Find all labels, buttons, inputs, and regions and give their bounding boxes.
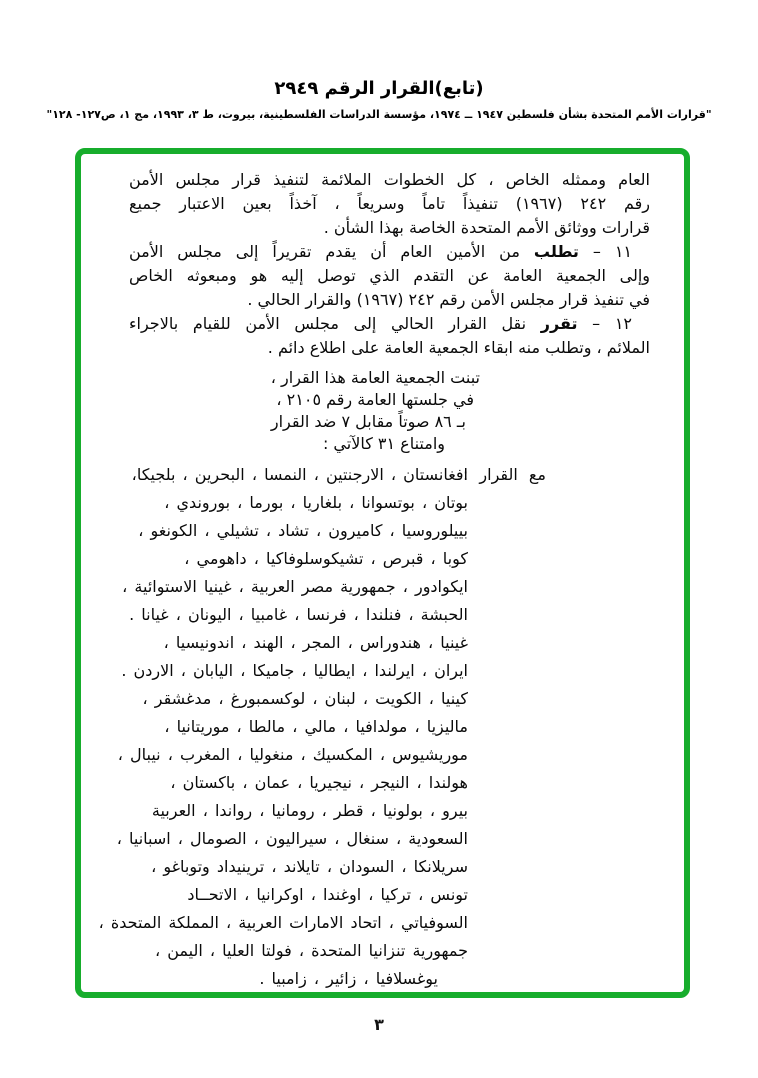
source-citation: "قرارات الأمم المتحدة بشأن فلسطين ١٩٤٧ ــ ١٩٧٤، مؤسسة الدراسات الفلسطينية، بيروت، ط ٣، ١٩٩٣، مج ١، ص١٢٧- ١٢٨" <box>46 108 712 121</box>
text-segment: في جلستها العامة رقم ٢١٠٥ ، <box>276 390 474 409</box>
text-segment: سريلانكا ، السودان ، تايلاند ، ترينيداد وتوباغو ، <box>151 857 468 876</box>
text-segment: ١٢ – <box>577 314 632 333</box>
text-segment: وإلى الجمعية العامة عن التقدم الذي توصل إليه هو ومبعوثه الخاص <box>129 266 650 285</box>
text-line <box>129 389 650 411</box>
text-line <box>129 545 468 573</box>
text-line <box>122 573 468 601</box>
text-segment: الملائم ، وتطلب منه ابقاء الجمعية العامة على اطلاع دائم . <box>267 338 650 357</box>
text-segment: غينيا ، هندوراس ، المجر ، الهند ، اندونيسيا ، <box>163 633 468 652</box>
text-line <box>129 629 468 657</box>
text-line <box>129 881 468 909</box>
text-line <box>129 192 650 216</box>
text-line <box>129 168 650 192</box>
resolution-content <box>98 168 651 992</box>
text-line <box>129 288 650 312</box>
text-segment: في تنفيذ قرار مجلس الأمن رقم ٢٤٢ (١٩٦٧) والقرار الحالي . <box>247 290 650 309</box>
text-line <box>129 601 468 629</box>
text-line <box>121 657 468 685</box>
text-segment: بييلوروسيا ، كاميرون ، تشاد ، تشيلي ، الكونغو ، <box>138 521 468 540</box>
text-line <box>129 411 650 433</box>
text-line <box>129 769 468 797</box>
decision-border-box <box>75 148 690 998</box>
text-line <box>129 517 468 545</box>
text-segment: ايران ، ايرلندا ، ايطاليا ، جاميكا ، اليابان ، الاردن . <box>121 661 468 680</box>
page-title: (تابع)القرار الرقم ٢٩٤٩ <box>274 78 484 99</box>
text-line <box>129 216 650 240</box>
text-segment: تونس ، تركيا ، اوغندا ، اوكرانيا ، الاتحــاد <box>187 885 468 904</box>
text-line <box>129 685 468 713</box>
text-line <box>129 713 468 741</box>
text-segment: السعودية ، سنغال ، سيراليون ، الصومال ، اسبانيا ، <box>116 829 468 848</box>
text-line <box>129 264 650 288</box>
text-segment: السوفياتي ، اتحاد الامارات العربية ، المملكة المتحدة ، <box>98 913 468 932</box>
text-segment: العام وممثله الخاص ، كل الخطوات الملائمة لتنفيذ قرار مجلس الأمن <box>129 170 650 189</box>
text-segment: جمهورية تنزانيا المتحدة ، فولتا العليا ، اليمن ، <box>154 941 468 960</box>
bold-keyword: تقرر <box>540 314 578 333</box>
text-line <box>129 965 468 993</box>
page-number: ٣ <box>374 1015 384 1034</box>
text-segment: الحبشة ، فنلندا ، فرنسا ، غامبيا ، اليونان ، غيانا . <box>129 605 468 624</box>
text-line <box>129 461 468 489</box>
text-line <box>129 367 650 389</box>
with-resolution-countries <box>98 461 468 993</box>
text-line <box>129 489 468 517</box>
text-segment: موريشيوس ، المكسيك ، منغوليا ، المغرب ، نيبال ، <box>117 745 468 764</box>
text-line <box>116 825 468 853</box>
text-segment: بوتان ، بوتسوانا ، بلغاريا ، بورما ، بوروندي ، <box>164 493 468 512</box>
text-segment: رقم ٢٤٢ (١٩٦٧) تنفيذاً تاماً وسريعاً ، آخذاً بعين الاعتبار جميع <box>129 194 651 213</box>
text-segment: افغانستان ، الارجنتين ، النمسا ، البحرين ، بلجيكا، <box>131 465 468 484</box>
vote-summary <box>129 367 650 455</box>
text-line <box>129 433 650 455</box>
text-line <box>129 312 650 336</box>
text-segment: بيرو ، بولونيا ، قطر ، رومانيا ، رواندا ، العربية <box>151 801 468 820</box>
text-segment: من الأمين العام أن يقدم تقريراً إلى مجلس الأمن <box>129 242 534 261</box>
text-segment: هولندا ، النيجر ، نيجيريا ، عمان ، باكستان ، <box>170 773 468 792</box>
text-segment: بـ ٨٦ صوتاً مقابل ٧ ضد القرار <box>270 412 466 431</box>
text-line <box>98 909 468 937</box>
text-segment: يوغسلافيا ، زائير ، زامبيا . <box>259 969 438 988</box>
text-line <box>129 853 468 881</box>
text-line <box>129 240 650 264</box>
text-line <box>129 797 468 825</box>
text-segment: وامتناع ٣١ كالآتي : <box>322 434 445 453</box>
text-segment: ماليزيا ، مولدافيا ، مالي ، مالطا ، موريتانيا ، <box>164 717 468 736</box>
text-line <box>129 937 468 965</box>
text-segment: ١١ – <box>578 242 632 261</box>
text-line <box>117 741 468 769</box>
text-segment: قرارات ووثائق الأمم المتحدة الخاصة بهذا الشأن . <box>323 218 650 237</box>
text-segment: كوبا ، قبرص ، تشيكوسلوفاكيا ، داهومي ، <box>184 549 468 568</box>
resolution-text <box>129 168 650 360</box>
text-line <box>129 336 650 360</box>
bold-keyword: تطلب <box>533 242 579 261</box>
text-segment: نقل القرار الحالي إلى مجلس الأمن للقيام بالاجراء <box>129 314 541 333</box>
with-resolution-label: مع القرار : <box>462 465 546 484</box>
text-segment: كينيا ، الكويت ، لبنان ، لوكسمبورغ ، مدغشقر ، <box>142 689 468 708</box>
text-segment: ايكوادور ، جمهورية مصر العربية ، غينيا الاستوائية ، <box>122 577 468 596</box>
with-resolution-list <box>98 461 546 993</box>
text-segment: تبنت الجمعية العامة هذا القرار ، <box>270 368 480 387</box>
